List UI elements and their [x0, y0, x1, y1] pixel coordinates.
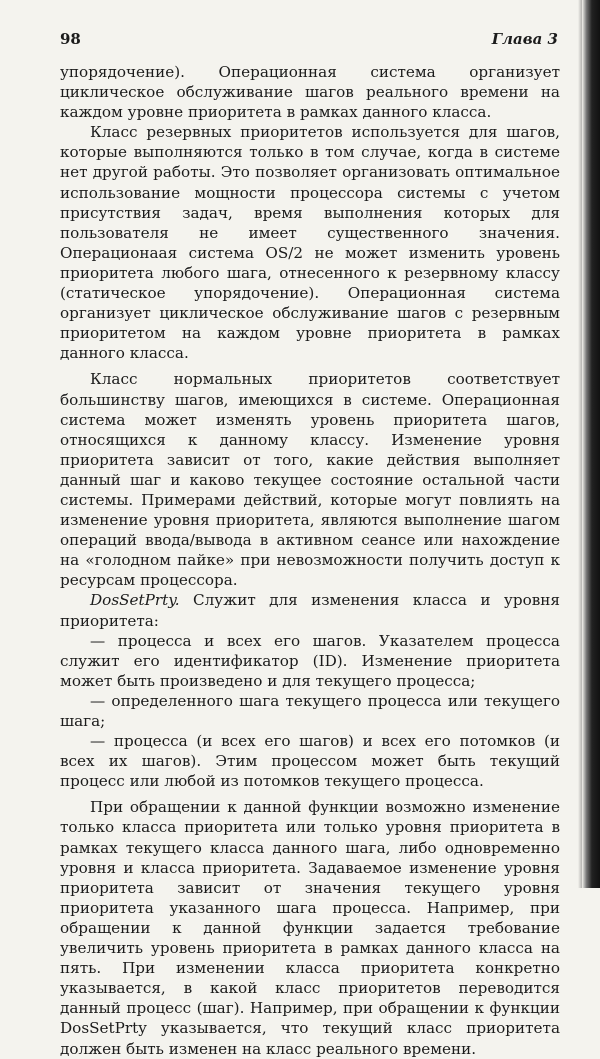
list-item-descendants: — процесса (и всех его шагов) и всех его потомков (и всех их шагов). Этим процессом может быть текущий процесс или любой из потомков текущего процесса. [60, 732, 560, 791]
list-item-thread: — определенного шага текущего процесса или текущего шага; [60, 691, 560, 730]
chapter-title: Глава 3 [491, 30, 558, 48]
paragraph-dossetprty [60, 590, 560, 630]
running-header [60, 30, 558, 50]
function-description: Служит для изменения класса и уровня приоритета: [60, 591, 560, 630]
page-number: 98 [60, 30, 81, 48]
paragraph-call-details: При обращении к данной функции возможно изменение только класса приоритета или только уровня приоритета в рамках текущего класса данного шага, либо одновременно уровня и класса приоритета. Задаваемое изменение уровня приоритета зависит от значения текущего уровня приоритета указанного шага процесса. Например, при обращении к данной функции задается требование увеличить уровень приоритета в рамках данного класса на пять. При изменении класса приоритета конкретно указывается, в какой класс приоритетов переводится данный процесс (шаг). Например, при обращении к функции DosSetPrty указывается, что текущий класс приоритета должен быть изменен на класс реального времени. [60, 798, 560, 1058]
list-item-process: — процесса и всех его шагов. Указателем процесса служит его идентификатор (ID). Изменение приоритета может быть произведено и для текущего процесса; [60, 631, 560, 690]
paragraph-normal-class: Класс нормальных приоритетов соответствует большинству шагов, имеющихся в системе. Операционная система может изменять уровень приоритета шагов, относящихся к данному классу. Изменение уровня приоритета зависит от того, какие действия выполняет данный шаг и каково текущее состояние остальной части системы. Примерами действий, которые могут повлиять на изменение уровня приоритета, являются выполнение шагом операций ввода/вывода в активном сеансе или нахождение на «голодном пайке» при невозможности получить доступ к ресурсам процессора. [60, 370, 560, 590]
paragraph-continued: упорядочение). Операционная система организует циклическое обслуживание шагов реального времени на каждом уровне приоритета в рамках данного класса. [60, 63, 560, 122]
paragraph-reserve-class: Класс резервных приоритетов используется для шагов, которые выполняются только в том случае, когда в системе нет другой работы. Это позволяет организовать оптимальное использование мощности процессора системы с учетом присутствия задач, время выполнения которых для пользователя не имеет существенного значения. Операционаая система OS/2 не может изменить уровень приоритета любого шага, отнесенного к резервному классу (статическое упорядочение). Операционная система организует циклическое обслуживание шагов с резервным приоритетом на каждом уровне приоритета в рамках данного класса. [60, 123, 560, 363]
page-binding-edge [582, 0, 600, 888]
function-name: DosSetPrty. [90, 591, 180, 610]
body-text [60, 62, 560, 1059]
